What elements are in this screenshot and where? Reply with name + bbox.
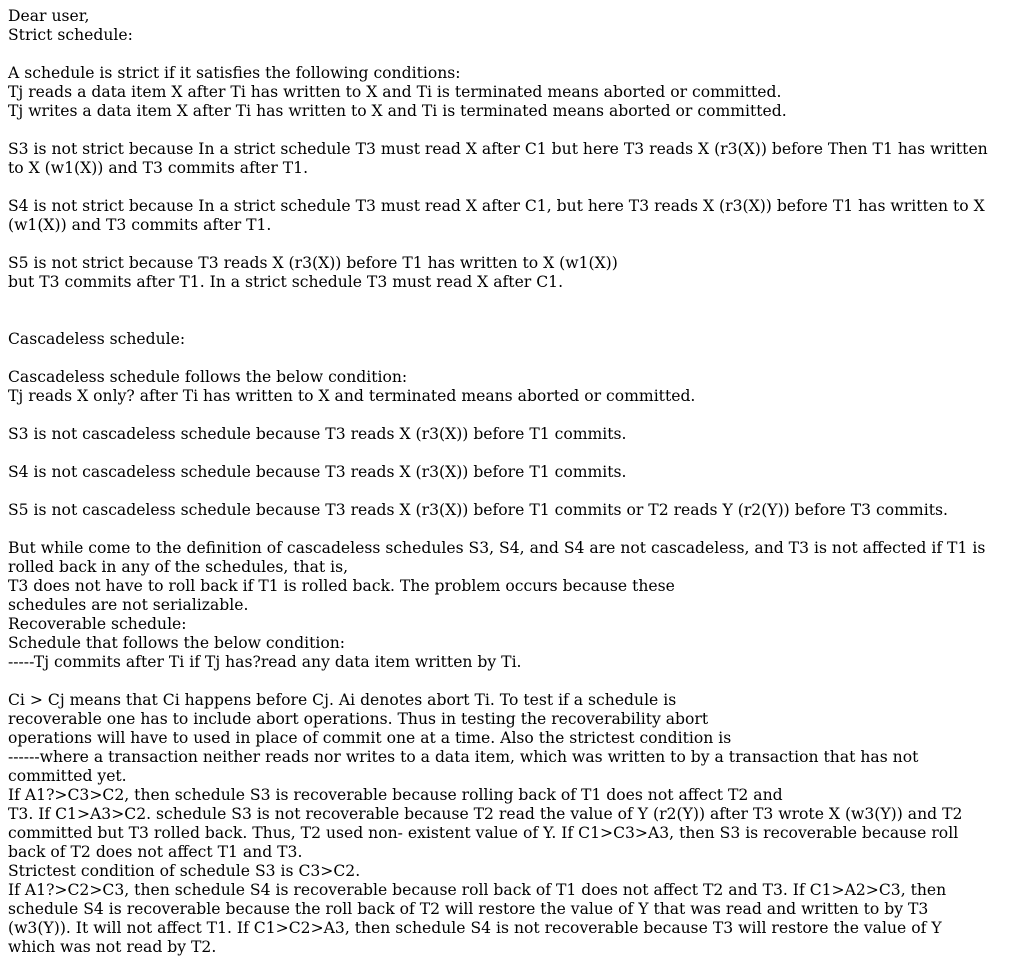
text-line: committed but T3 rolled back. Thus, T2 used non- existent value of Y. If C1>C3>A3, then S3 is recoverable because roll (8, 824, 959, 842)
text-line: schedules are not serializable. (8, 596, 249, 614)
text-line: Ci > Cj means that Ci happens before Cj. Ai denotes abort Ti. To test if a schedule is (8, 691, 677, 709)
text-line: schedule S4 is recoverable because the roll back of T2 will restore the value of Y that was read and written to by T3 (8, 900, 929, 918)
blank-line (8, 672, 1020, 691)
text-line: to X (w1(X)) and T3 commits after T1. (8, 159, 309, 177)
blank-line (8, 482, 1020, 501)
text-line: Tj writes a data item X after Ti has written to X and Ti is terminated means aborted or committed. (8, 102, 787, 120)
text-line: S3 is not strict because In a strict schedule T3 must read X after C1 but here T3 reads X (r3(X)) before Then T1 has written (8, 140, 988, 158)
text-line: S5 is not cascadeless schedule because T3 reads X (r3(X)) before T1 commits or T2 reads Y (r2(Y)) before T3 commits. (8, 501, 948, 519)
text-line: rolled back in any of the schedules, that is, (8, 558, 349, 576)
text-line: Dear user, (8, 7, 90, 25)
blank-line (8, 444, 1020, 463)
blank-line (8, 178, 1020, 197)
text-line: S3 is not cascadeless schedule because T3 reads X (r3(X)) before T1 commits. (8, 425, 627, 443)
text-line: ------where a transaction neither reads nor writes to a data item, which was written to by a transaction that has not (8, 748, 919, 766)
text-line: which was not read by T2. (8, 938, 217, 956)
text-line: T3 does not have to roll back if T1 is rolled back. The problem occurs because these (8, 577, 675, 595)
blank-line (8, 349, 1020, 368)
blank-line (8, 520, 1020, 539)
text-line: Tj reads a data item X after Ti has written to X and Ti is terminated means aborted or committed. (8, 83, 782, 101)
text-line: But while come to the definition of cascadeless schedules S3, S4, and S4 are not cascadeless, and T3 is not affected if T1 is (8, 539, 986, 557)
blank-line (8, 235, 1020, 254)
text-line: Strictest condition of schedule S3 is C3>C2. (8, 862, 361, 880)
text-line: If A1?>C2>C3, then schedule S4 is recoverable because roll back of T1 does not affect T2 and T3. If C1>A2>C3, then (8, 881, 947, 899)
blank-line (8, 406, 1020, 425)
document-body (8, 7, 1020, 957)
blank-line (8, 121, 1020, 140)
text-line: operations will have to used in place of commit one at a time. Also the strictest condition is (8, 729, 732, 747)
text-line: A schedule is strict if it satisfies the following conditions: (8, 64, 461, 82)
text-line: Recoverable schedule: (8, 615, 187, 633)
text-line: -----Tj commits after Ti if Tj has?read any data item written by Ti. (8, 653, 522, 671)
text-line: T3. If C1>A3>C2. schedule S3 is not recoverable because T2 read the value of Y (r2(Y)) after T3 wrote X (w3(Y)) and T2 (8, 805, 963, 823)
text-line: Cascadeless schedule: (8, 330, 186, 348)
text-line: Strict schedule: (8, 26, 133, 44)
text-line: Cascadeless schedule follows the below condition: (8, 368, 408, 386)
text-line: (w3(Y)). It will not affect T1. If C1>C2>A3, then schedule S4 is not recoverable because T3 will restore the value of Y (8, 919, 942, 937)
text-line: S5 is not strict because T3 reads X (r3(X)) before T1 has written to X (w1(X)) (8, 254, 618, 272)
text-line: S4 is not cascadeless schedule because T3 reads X (r3(X)) before T1 commits. (8, 463, 627, 481)
blank-line (8, 311, 1020, 330)
blank-line (8, 45, 1020, 64)
text-line: Schedule that follows the below condition: (8, 634, 346, 652)
text-line: Tj reads X only? after Ti has written to X and terminated means aborted or committed. (8, 387, 696, 405)
text-line: If A1?>C3>C2, then schedule S3 is recoverable because rolling back of T1 does not affect T2 and (8, 786, 783, 804)
text-line: committed yet. (8, 767, 127, 785)
text-line: (w1(X)) and T3 commits after T1. (8, 216, 272, 234)
text-line: S4 is not strict because In a strict schedule T3 must read X after C1, but here T3 reads X (r3(X)) before T1 has written to X (8, 197, 985, 215)
text-line: recoverable one has to include abort operations. Thus in testing the recoverability abort (8, 710, 709, 728)
blank-line (8, 292, 1020, 311)
text-line: back of T2 does not affect T1 and T3. (8, 843, 303, 861)
text-line: but T3 commits after T1. In a strict schedule T3 must read X after C1. (8, 273, 564, 291)
